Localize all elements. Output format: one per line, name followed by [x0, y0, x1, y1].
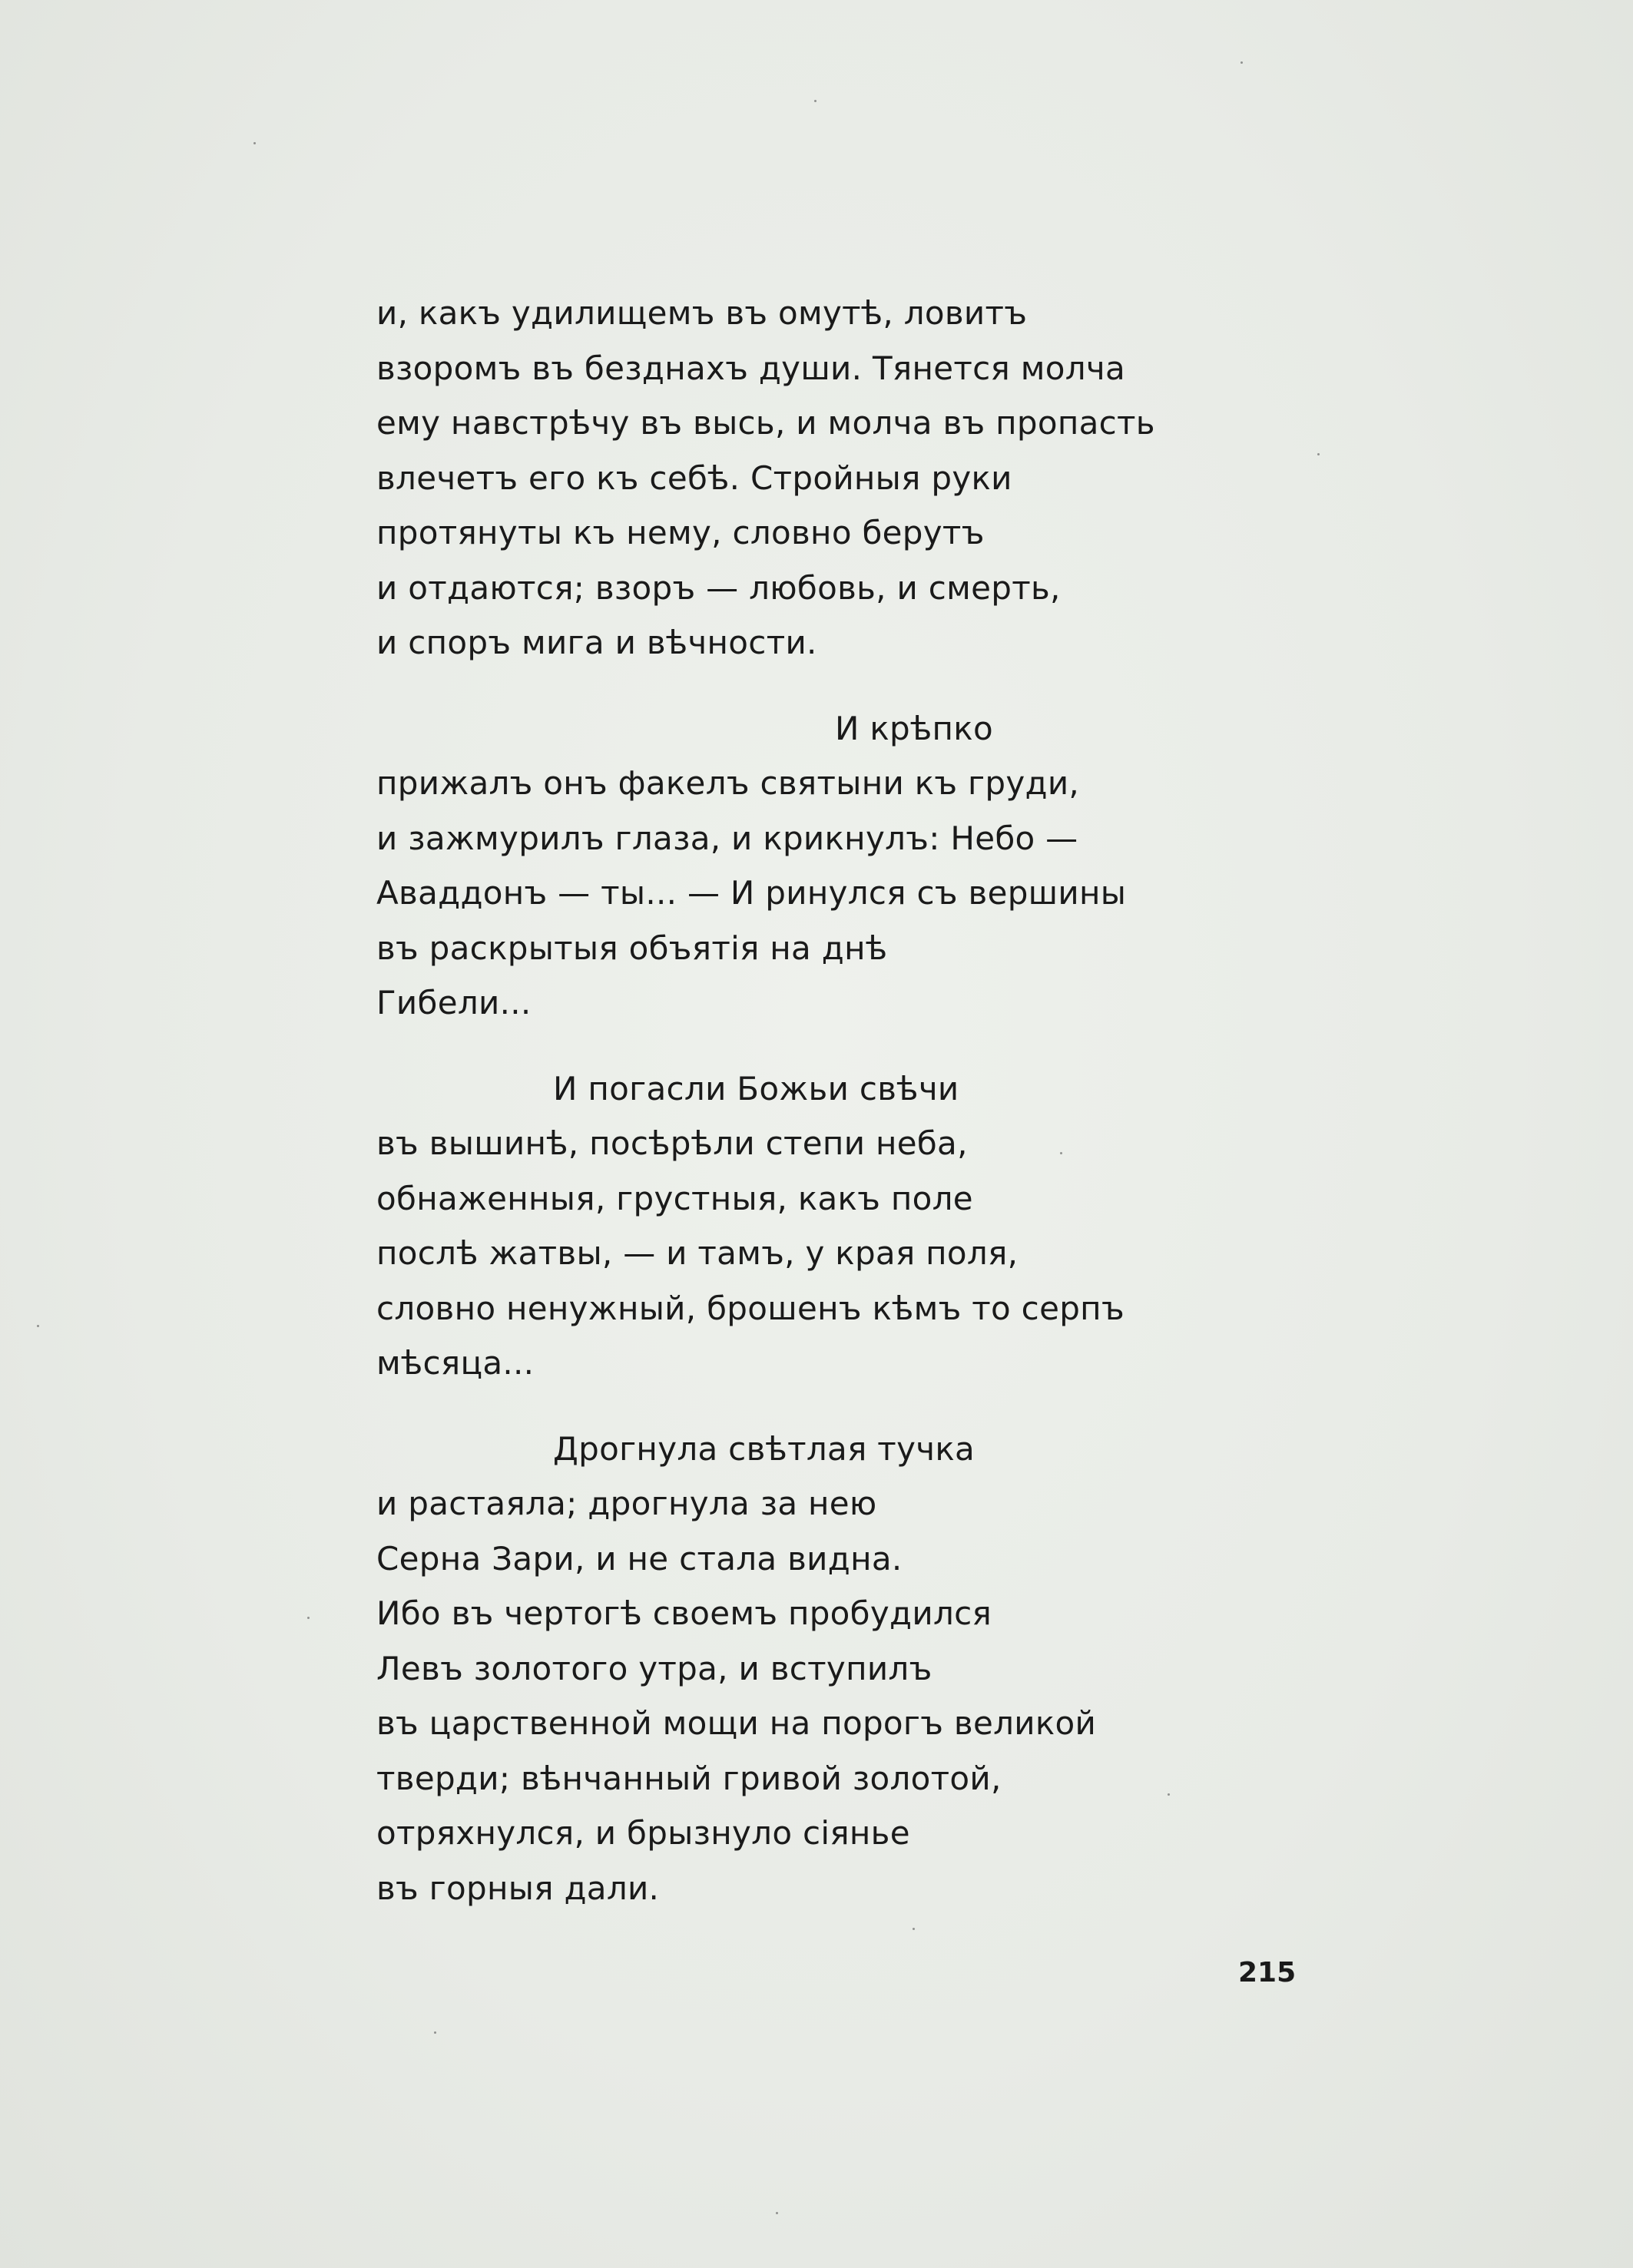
paper-speck [776, 2212, 778, 2214]
text-line: тверди; вѣнчанный гривой золотой, [376, 1759, 1002, 1797]
text-line: И погасли Божьи свѣчи [553, 1069, 959, 1108]
paper-speck [814, 100, 816, 102]
text-line: И крѣпко [835, 709, 993, 747]
paragraph-2 [376, 701, 1298, 1031]
text-line: влечетъ его къ себѣ. Стройныя руки [376, 459, 1012, 497]
text-line: Дрогнула свѣтлая тучка [553, 1429, 975, 1468]
paper-speck [37, 1325, 39, 1327]
text-line: и зажмурилъ глаза, и крикнулъ: Небо — [376, 819, 1078, 857]
text-line: и отдаются; взоръ — любовь, и смерть, [376, 568, 1061, 607]
text-line: Аваддонъ — ты... — И ринулся съ вершины [376, 874, 1127, 912]
paper-speck [307, 1617, 310, 1619]
paper-speck [434, 2031, 436, 2034]
text-line: мѣсяца... [376, 1344, 535, 1382]
paper-speck [913, 1928, 915, 1930]
text-line: и растаяла; дрогнула за нею [376, 1485, 877, 1522]
page-number: 215 [1238, 1957, 1297, 1988]
text-line: отряхнулся, и брызнуло сіянье [376, 1814, 910, 1852]
paragraph-3 [376, 1061, 1298, 1391]
text-line: Гибели... [376, 984, 532, 1021]
text-line: и, какъ удилищемъ въ омутѣ, ловитъ [376, 294, 1028, 332]
text-line: ему навстрѣчу въ высь, и молча въ пропасть [376, 404, 1155, 442]
text-line: Серна Зари, и не стала видна. [376, 1539, 903, 1578]
text-line: Левъ золотого утра, и вступилъ [376, 1649, 932, 1687]
text-line: взоромъ въ безднахъ души. Тянется молча [376, 349, 1126, 387]
text-line: и споръ мига и вѣчности. [376, 624, 817, 661]
text-line: въ горныя дали. [376, 1869, 660, 1907]
text-line: Ибо въ чертогѣ своемъ пробудился [376, 1594, 992, 1632]
paper-speck [253, 142, 256, 144]
text-line: въ царственной мощи на порогъ великой [376, 1704, 1097, 1742]
text-line: въ вышинѣ, посѣрѣли степи неба, [376, 1124, 968, 1162]
paper-speck [1060, 1152, 1062, 1154]
text-line: въ раскрытыя объятія на днѣ [376, 929, 888, 967]
paragraph-1 [376, 286, 1298, 670]
paragraph-4 [376, 1422, 1298, 1916]
text-line: протянуты къ нему, словно берутъ [376, 514, 985, 551]
paper-speck [1168, 1793, 1170, 1796]
text-line: обнаженныя, грустныя, какъ поле [376, 1179, 973, 1217]
paper-speck [1317, 453, 1320, 455]
paper-speck [1240, 61, 1243, 64]
text-line: послѣ жатвы, — и тамъ, у края поля, [376, 1234, 1019, 1272]
body-text [376, 286, 1298, 1915]
text-line: прижалъ онъ факелъ святыни къ груди, [376, 764, 1080, 802]
text-line: словно ненужный, брошенъ кѣмъ то серпъ [376, 1289, 1125, 1327]
